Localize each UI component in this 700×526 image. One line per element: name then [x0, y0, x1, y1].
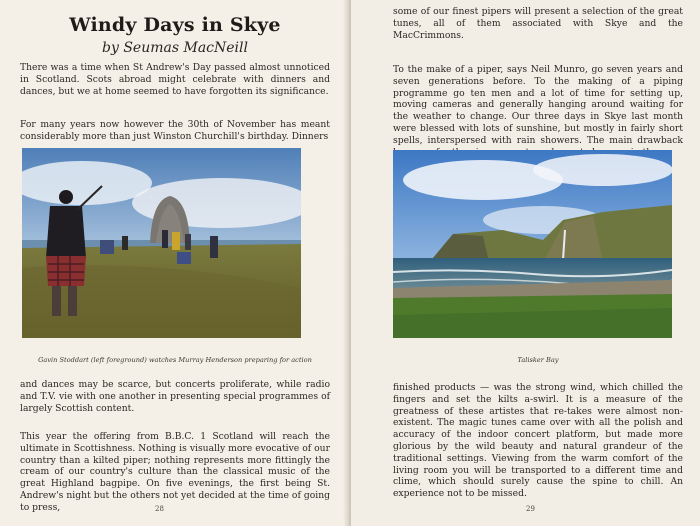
piper-photo-image: [22, 148, 301, 338]
right-paragraph-2: To the make of a piper, says Neil Munro, go seven years and seven generations before. To the making of a piping programme go ten men and a lot of time for setting up, moving cameras and generally hanging around waiting for the weather to change. Our three days in Skye last month were blessed with lots of sunshine, but mostly in fairly short spells, interspersed with rain showers. The main drawback: [393, 64, 683, 146]
right-paragraph-1: some of our finest pipers will present a selection of the great tunes, all of them associated with Skye and the MacCrimmons.: [393, 6, 683, 41]
left-paragraph-2: For many years now however the 30th of November has meant considerably more than just Winston Churchill's birthday. Dinners: [20, 119, 330, 142]
left-paragraph-1: There was a time when St Andrew's Day passed almost unnoticed in Scotland. Scots abroad might celebrate with dinners and dances, but we at home seemed to have forgotten its significance.: [20, 62, 330, 97]
article-byline: by Seumas MacNeill: [102, 40, 248, 56]
talisker-bay-image: [393, 150, 672, 338]
talisker-bay-photo: [393, 150, 672, 338]
left-paragraph-4: This year the offering from B.B.C. 1 Scotland will reach the ultimate in Scottishness. Nothing is visually more evocative of our country than a kilted piper; nothing represents more fittingly the cream of our country's culture than the classical music of the great Highland bagpipe. On five evenings, the first being St. Andrew's night but the others not yet decided at the time of going to press,: [20, 431, 330, 513]
article-title: Windy Days in Skye: [69, 14, 281, 36]
right-paragraph-3: finished products — was the strong wind, which chilled the fingers and set the kilts a-swirl. It is a measure of the greatness of these artistes that re-takes were almost non-existent. The magic tunes came over with all the polish and accuracy of the indoor concert platform, but made more glorious by the wild beauty and natural grandeur of the traditional settings. Viewing from the warm comfort of the living room you will be transported to a different time and clime, which should surely cause the spine to chill. An experience not to be missed.: [393, 382, 683, 500]
left-page: [0, 0, 349, 526]
right-page-number: 29: [526, 505, 535, 513]
right-page: [351, 0, 700, 526]
left-paragraph-3: and dances may be scarce, but concerts proliferate, while radio and T.V. vie with one another in presenting special programmes of largely Scottish content.: [20, 379, 330, 414]
right-photo-caption: Talisker Bay: [517, 356, 559, 364]
left-page-number: 28: [155, 505, 164, 513]
piper-photo: [22, 148, 301, 338]
left-photo-caption: Gavin Stoddart (left foreground) watches Murray Henderson preparing for action: [38, 356, 312, 364]
